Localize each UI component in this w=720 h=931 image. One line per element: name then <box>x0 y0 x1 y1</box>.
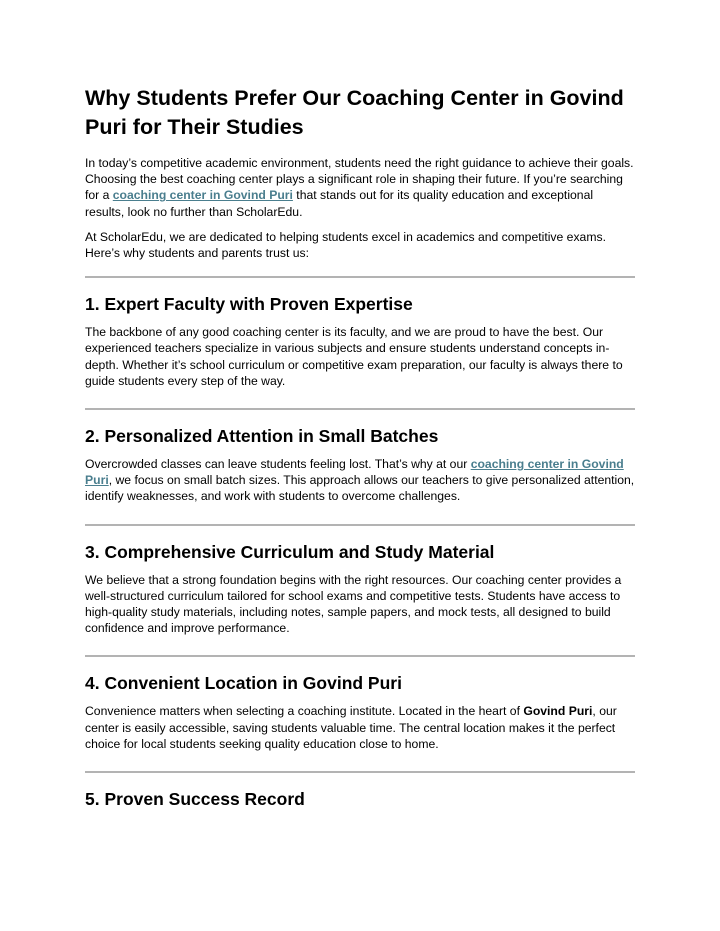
section-4-text-before-bold: Convenience matters when selecting a coaching institute. Located in the heart of <box>85 704 524 719</box>
location-name: Govind Puri <box>523 704 593 719</box>
section-divider <box>85 771 635 773</box>
section-body-3: We believe that a strong foundation begins with the right resources. Our coaching center provides a well-structured curriculum tailored for school exams and competitive tests. Students have access to high-quality study materials, including notes, sample papers, and mock tests, all designed to build confidence and improve performance. <box>85 572 622 636</box>
section-divider <box>85 276 635 278</box>
section-body-4 <box>85 703 635 752</box>
section-4-text-after-bold: , our center is easily accessible, saving students valuable time. The central location makes it the perfect choice for local students seeking quality education close to home. <box>85 704 617 751</box>
page-title: Why Students Prefer Our Coaching Center in Govind Puri for Their Studies <box>85 86 624 139</box>
section-heading-5: 5. Proven Success Record <box>85 789 305 810</box>
section-divider <box>85 655 635 657</box>
section-2-text-before-link: Overcrowded classes can leave students feeling lost. That’s why at our <box>85 457 471 472</box>
section-body-1: The backbone of any good coaching center is its faculty, and we are proud to have the best. Our experienced teachers specialize in various subjects and ensure students understand concepts in-depth. Whether it’s school curriculum or competitive exam preparation, our faculty is always there to guide students every step of the way. <box>85 325 623 388</box>
section-heading-1: 1. Expert Faculty with Proven Expertise <box>85 294 413 315</box>
section-heading-3: 3. Comprehensive Curriculum and Study Material <box>85 541 495 562</box>
intro-text-after-link: that stands out for its quality education and exceptional results, look no further than ScholarEdu. <box>85 188 594 219</box>
section-body-2 <box>85 456 635 505</box>
intro-paragraph-2: At ScholarEdu, we are dedicated to helping students excel in academics and competitive exams. Here’s why students and parents trust us: <box>85 229 606 261</box>
intro-text-before-link: In today’s competitive academic environment, students need the right guidance to achieve their goals. Choosing the best coaching center plays a significant role in shaping their future. If you’re searching for a <box>85 156 634 203</box>
document-page <box>85 84 635 819</box>
section-heading-2: 2. Personalized Attention in Small Batches <box>85 426 439 447</box>
section-divider <box>85 524 635 526</box>
section-2-text-after-link: , we focus on small batch sizes. This approach allows our teachers to give personalized attention, identify weaknesses, and work with students to overcome challenges. <box>85 473 635 504</box>
coaching-center-link[interactable]: coaching center in Govind Puri <box>112 188 293 203</box>
section-divider <box>85 408 635 410</box>
section-heading-4: 4. Convenient Location in Govind Puri <box>85 673 402 694</box>
coaching-center-link[interactable]: coaching center in Govind Puri <box>85 457 624 488</box>
intro-paragraph-1 <box>85 155 635 220</box>
